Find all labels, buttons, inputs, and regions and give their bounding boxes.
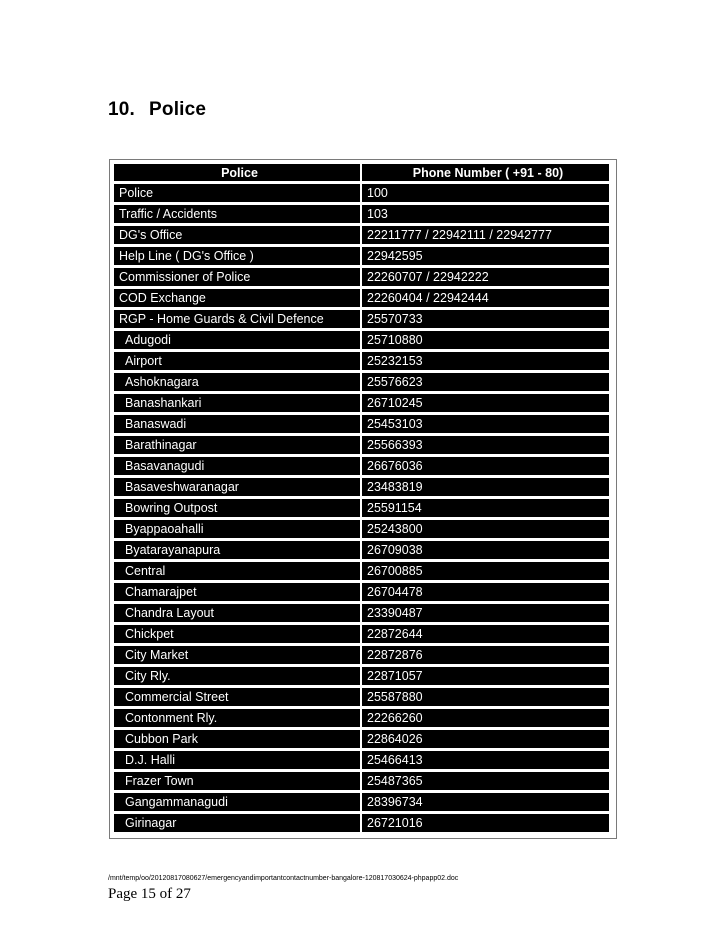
table-row: [114, 688, 609, 706]
contact-phone: 25243800: [362, 520, 609, 538]
table-row: [114, 394, 609, 412]
table-row: [114, 709, 609, 727]
table-row: [114, 331, 609, 349]
contact-name: Girinagar: [114, 814, 362, 832]
contact-name: D.J. Halli: [114, 751, 362, 769]
contact-name: Bowring Outpost: [114, 499, 362, 517]
contact-name: Commercial Street: [114, 688, 362, 706]
table-row: [114, 814, 609, 832]
contact-name: Adugodi: [114, 331, 362, 349]
table-row: [114, 583, 609, 601]
contact-name: Banaswadi: [114, 415, 362, 433]
contact-phone: 25576623: [362, 373, 609, 391]
table-row: [114, 205, 609, 223]
contact-phone: 28396734: [362, 793, 609, 811]
table-row: [114, 373, 609, 391]
contact-phone: 22872644: [362, 625, 609, 643]
table-row: [114, 289, 609, 307]
table-row: [114, 562, 609, 580]
contact-name: Airport: [114, 352, 362, 370]
contact-phone: 25466413: [362, 751, 609, 769]
contact-phone: 22872876: [362, 646, 609, 664]
contact-name: Byatarayanapura: [114, 541, 362, 559]
contact-phone: 26700885: [362, 562, 609, 580]
table-row: [114, 499, 609, 517]
table-row: [114, 457, 609, 475]
contact-phone: 22864026: [362, 730, 609, 748]
table-row: [114, 226, 609, 244]
contact-phone: 25710880: [362, 331, 609, 349]
contact-name: Chickpet: [114, 625, 362, 643]
table-row: [114, 604, 609, 622]
contact-name: Gangammanagudi: [114, 793, 362, 811]
contact-phone: 26704478: [362, 583, 609, 601]
contact-phone: 100: [362, 184, 609, 202]
table-body: [114, 184, 609, 832]
section-title: Police: [149, 99, 207, 120]
contact-name: Byappaoahalli: [114, 520, 362, 538]
table-row: [114, 751, 609, 769]
table-row: [114, 772, 609, 790]
contact-phone: 26710245: [362, 394, 609, 412]
contact-phone: 25453103: [362, 415, 609, 433]
table-row: [114, 646, 609, 664]
contact-name: Barathinagar: [114, 436, 362, 454]
table-row: [114, 667, 609, 685]
contact-phone: 25232153: [362, 352, 609, 370]
table-row: [114, 541, 609, 559]
contact-phone: 22871057: [362, 667, 609, 685]
police-contacts-table: [109, 159, 617, 839]
contact-name: Chamarajpet: [114, 583, 362, 601]
contact-name: Central: [114, 562, 362, 580]
contact-phone: 22211777 / 22942111 / 22942777: [362, 226, 609, 244]
contact-name: Help Line ( DG's Office ): [114, 247, 362, 265]
contact-phone: 25591154: [362, 499, 609, 517]
contact-name: Police: [114, 184, 362, 202]
contact-phone: 25566393: [362, 436, 609, 454]
contact-name: Frazer Town: [114, 772, 362, 790]
contact-name: Cubbon Park: [114, 730, 362, 748]
section-number: 10.: [108, 99, 136, 120]
page-number: Page 15 of 27: [108, 886, 191, 902]
contact-name: City Market: [114, 646, 362, 664]
document-path: /mnt/temp/oo/20120817080627/emergencyandimportantcontactnumber-bangalore-120817030624-phpapp02.doc: [108, 875, 459, 882]
contact-phone: 26676036: [362, 457, 609, 475]
table-row: [114, 352, 609, 370]
table-row: [114, 520, 609, 538]
table-header-row: [114, 164, 609, 181]
table-row: [114, 310, 609, 328]
contact-phone: 23483819: [362, 478, 609, 496]
contact-name: Contonment Rly.: [114, 709, 362, 727]
table-row: [114, 247, 609, 265]
contact-name: Traffic / Accidents: [114, 205, 362, 223]
contact-name: Basaveshwaranagar: [114, 478, 362, 496]
contact-name: DG's Office: [114, 226, 362, 244]
table-row: [114, 478, 609, 496]
table-row: [114, 436, 609, 454]
contact-name: Chandra Layout: [114, 604, 362, 622]
section-heading: [108, 99, 206, 121]
contact-name: RGP - Home Guards & Civil Defence: [114, 310, 362, 328]
contact-phone: 26721016: [362, 814, 609, 832]
column-header-phone: Phone Number ( +91 - 80): [362, 164, 609, 181]
contact-name: City Rly.: [114, 667, 362, 685]
contact-phone: 22260707 / 22942222: [362, 268, 609, 286]
contact-phone: 26709038: [362, 541, 609, 559]
table-row: [114, 268, 609, 286]
contact-phone: 25570733: [362, 310, 609, 328]
contact-name: Commissioner of Police: [114, 268, 362, 286]
contact-phone: 25587880: [362, 688, 609, 706]
contact-name: Banashankari: [114, 394, 362, 412]
contact-name: COD Exchange: [114, 289, 362, 307]
table-row: [114, 415, 609, 433]
table-row: [114, 793, 609, 811]
table-row: [114, 730, 609, 748]
contact-phone: 25487365: [362, 772, 609, 790]
table-row: [114, 625, 609, 643]
contact-phone: 22260404 / 22942444: [362, 289, 609, 307]
contact-phone: 22266260: [362, 709, 609, 727]
contact-name: Basavanagudi: [114, 457, 362, 475]
contact-name: Ashoknagara: [114, 373, 362, 391]
contact-phone: 103: [362, 205, 609, 223]
contact-phone: 22942595: [362, 247, 609, 265]
contact-phone: 23390487: [362, 604, 609, 622]
table-row: [114, 184, 609, 202]
column-header-police: Police: [114, 164, 362, 181]
